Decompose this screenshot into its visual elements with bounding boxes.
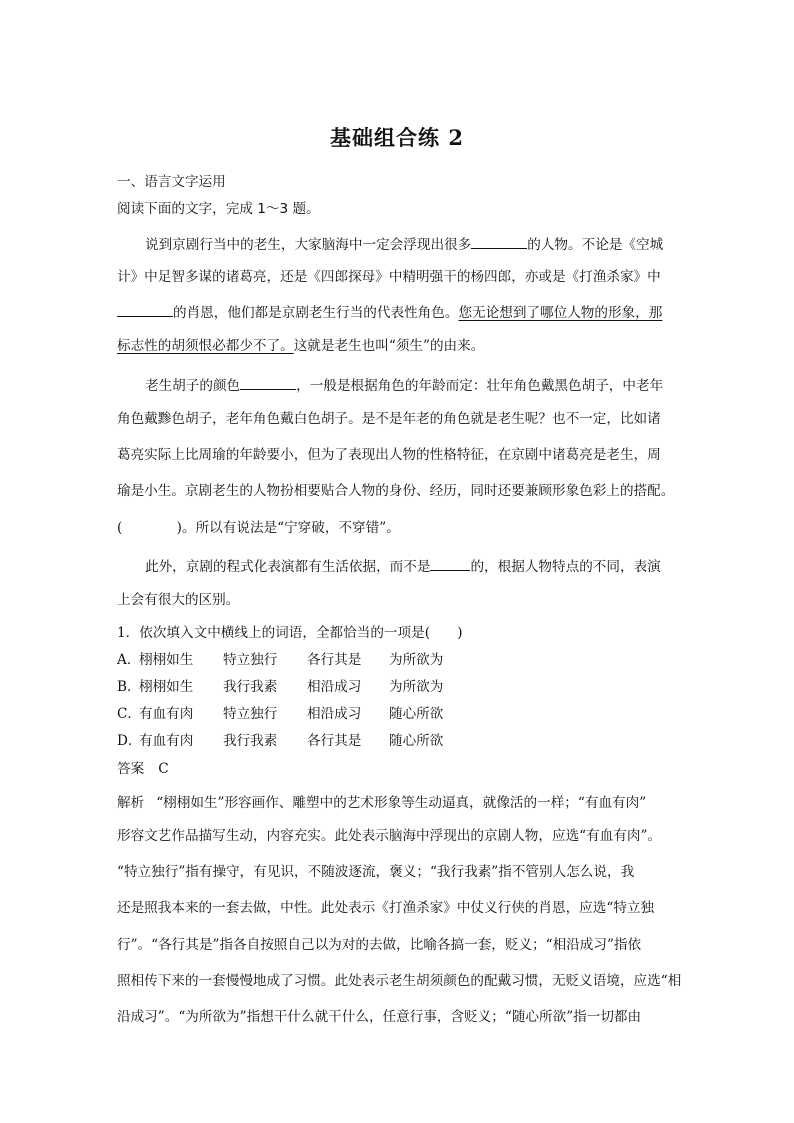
- option-word: 相沿成习: [307, 679, 362, 695]
- option-label: A．: [117, 652, 141, 668]
- option-word: 我行我素: [223, 679, 278, 695]
- passage-p2-line2: 角色戴黪色胡子，老年角色戴白色胡子。是不是年老的角色就是老生呢？也不一定，比如诸: [117, 411, 661, 427]
- option-word: 各行其是: [307, 733, 362, 749]
- text: 的，根据人物特点的不同，表演: [470, 559, 661, 575]
- fill-blank-2: [117, 301, 173, 317]
- option-word: 为所欲为: [389, 652, 444, 668]
- passage-p2-line4: 瑜是小生。京剧老生的人物扮相要贴合人物的身份、经历，同时还要兼顾形象色彩上的搭配。: [117, 483, 675, 499]
- option-label: C．: [117, 706, 141, 722]
- section-heading: 一、语言文字运用: [117, 174, 226, 190]
- option-word: 有血有肉: [139, 733, 194, 749]
- option-word: 栩栩如生: [139, 652, 194, 668]
- analysis-line7: 沿成习”。“为所欲为”指想干什么就干什么，任意行事，含贬义；“随心所欲”指一切都由: [117, 1009, 642, 1025]
- option-b: [117, 677, 687, 697]
- option-word: 随心所欲: [389, 706, 444, 722]
- text: 此外，京剧的程式化表演都有生活依据，而不是: [145, 559, 431, 575]
- option-c: [117, 704, 687, 724]
- passage-p2-line5: ( )。所以有说法是“宁穿破，不穿错”。: [117, 520, 400, 536]
- analysis-line1: [117, 793, 687, 813]
- answer-line: [117, 759, 687, 779]
- underlined-sentence: 您无论想到了哪位人物的形象，那: [458, 305, 663, 321]
- option-word: 相沿成习: [307, 706, 362, 722]
- analysis-line3: “特立独行”指有操守，有见识，不随波逐流，褒义；“我行我素”指不管别人怎么说，我: [117, 864, 635, 880]
- option-word: 有血有肉: [139, 706, 194, 722]
- passage-p1-line1: [117, 233, 687, 255]
- passage-p2-line1: [117, 374, 687, 396]
- text: 的肖恩，他们都是京剧老生行当的代表性角色。: [173, 305, 459, 321]
- option-d: [117, 731, 687, 751]
- option-word: 栩栩如生: [139, 679, 194, 695]
- answer-label: 答案: [117, 761, 145, 777]
- option-label: D．: [117, 733, 142, 749]
- option-word: 特立独行: [223, 652, 278, 668]
- analysis-line5: 行”。“各行其是”指各自按照自己以为对的去做，比喻各搞一套，贬义；“相沿成习”指依: [117, 937, 642, 953]
- passage-p3-line1: [117, 555, 687, 577]
- fill-blank-3: [240, 374, 296, 390]
- option-word: 特立独行: [223, 706, 278, 722]
- answer-value: C: [158, 761, 169, 777]
- text: 这就是老生也叫“须生”的由来。: [293, 338, 485, 354]
- text: ，一般是根据角色的年龄而定：壮年角色戴黑色胡子，中老年: [296, 378, 664, 394]
- option-label: B．: [117, 679, 141, 695]
- fill-blank-4: [430, 555, 470, 571]
- underlined-sentence: 标志性的胡须恨必都少不了。: [117, 338, 294, 354]
- passage-p1-line4: [117, 336, 687, 356]
- text: 的人物。不论是《空城: [527, 237, 664, 253]
- analysis-line2: 形容文艺作品描写生动，内容充实。此处表示脑海中浮现出的京剧人物，应选“有血有肉”。: [117, 828, 662, 844]
- page-title: 基础组合练 2: [330, 125, 464, 150]
- option-word: 各行其是: [307, 652, 362, 668]
- text: 说到京剧行当中的老生，大家脑海中一定会浮现出很多: [145, 237, 472, 253]
- passage-p1-line3: [117, 301, 687, 323]
- option-word: 随心所欲: [389, 733, 444, 749]
- question-stem: 1．依次填入文中横线上的词语，全都恰当的一项是( ): [117, 625, 463, 641]
- analysis-label: 解析: [117, 795, 145, 811]
- text: “栩栩如生”形容画作、雕塑中的艺术形象等生动逼真，就像活的一样；“有血有肉”: [156, 795, 647, 811]
- option-a: [117, 650, 687, 670]
- fill-blank-1: [471, 233, 527, 249]
- passage-p2-line3: 葛亮实际上比周瑜的年龄要小，但为了表现出人物的性格特征，在京剧中诸葛亮是老生，周: [117, 447, 661, 463]
- analysis-line6: 照相传下来的一套慢慢地成了习惯。此处表示老生胡须颜色的配戴习惯，无贬义语境，应选“相: [117, 973, 682, 989]
- analysis-line4: 还是照我本来的一套去做，中性。此处表示《打渔杀家》中仗义行侠的肖恩，应选“特立独: [117, 900, 655, 916]
- passage-p3-line2: 上会有很大的区别。: [117, 592, 240, 608]
- option-word: 为所欲为: [389, 679, 444, 695]
- passage-p1-line2: 计》中足智多谋的诸葛亮，还是《四郎探母》中精明强干的杨四郎，亦或是《打渔杀家》中: [117, 269, 661, 285]
- text: 老生胡子的颜色: [145, 378, 241, 394]
- instruction: 阅读下面的文字，完成 1～3 题。: [117, 201, 320, 217]
- option-word: 我行我素: [223, 733, 278, 749]
